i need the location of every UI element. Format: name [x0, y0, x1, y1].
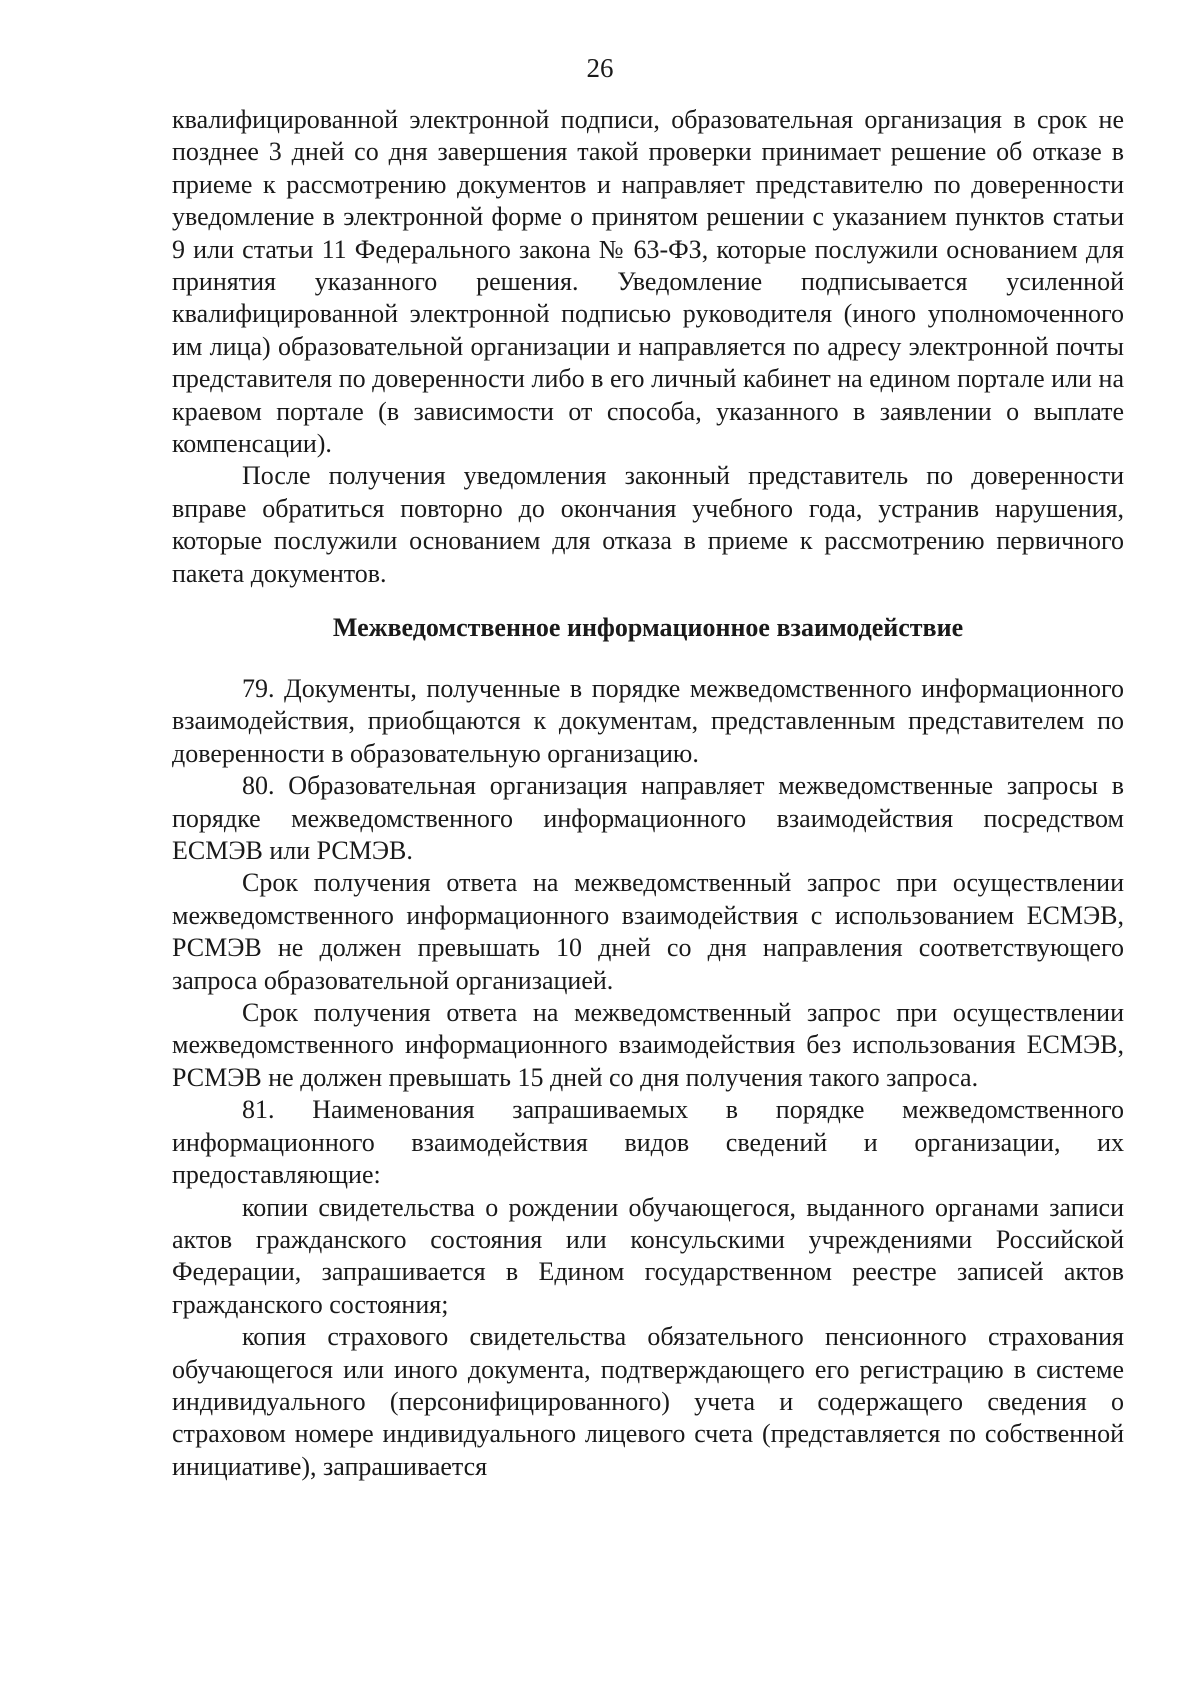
- paragraph-item-79: 79. Документы, полученные в порядке межведомственного информационного взаимодействия, приобщаются к документам, представленным представителем по доверенности в образовательную организацию.: [172, 674, 1124, 768]
- section-heading: Межведомственное информационное взаимодействие: [332, 613, 964, 642]
- paragraph-response-term-without-esmev: Срок получения ответа на межведомственный запрос при осуществлении межведомственного информационного взаимодействия без использования ЕСМЭВ, РСМЭВ не должен превышать 15 дней со дня получения такого запроса.: [172, 998, 1124, 1092]
- paragraph-response-term-with-esmev: Срок получения ответа на межведомственный запрос при осуществлении межведомственного информационного взаимодействия с использованием ЕСМЭВ, РСМЭВ не должен превышать 10 дней со дня направления соответствующего запроса образовательной организацией.: [172, 868, 1124, 995]
- paragraph-repeat-application: После получения уведомления законный представитель по доверенности вправе обратиться повторно до окончания учебного года, устранив нарушения, которые послужили основанием для отказа в приеме к рассмотрению первичного пакета документов.: [172, 461, 1124, 588]
- paragraph-item-81: 81. Наименования запрашиваемых в порядке межведомственного информационного взаимодействия видов сведений и организации, их предоставляющие:: [172, 1095, 1124, 1190]
- section-interagency: [172, 673, 1124, 1483]
- paragraph-insurance-certificate: копия страхового свидетельства обязательного пенсионного страхования обучающегося или иного документа, подтверждающего его регистрацию в системе индивидуального (персонифицированного) учета и содержащего сведения о страховом номере индивидуального лицевого счета (представляется по собственной инициативе), запрашивается: [172, 1322, 1124, 1481]
- paragraph-birth-certificate: копии свидетельства о рождении обучающегося, выданного органами записи актов гражданского состояния или консульскими учреждениями Российской Федерации, запрашивается в Едином государственном реестре записей актов гражданского состояния;: [172, 1192, 1124, 1319]
- page-number: 26: [586, 53, 614, 83]
- section-continuation: [172, 104, 1124, 590]
- paragraph-notification: квалифицированной электронной подписи, образовательная организация в срок не позднее 3 дней со дня завершения такой проверки принимает решение об отказе в приеме к рассмотрению документов и направляет представителю по доверенности уведомление в электронной форме о принятом решении с указанием пунктов статьи 9 или статьи 11 Федерального закона № 63-ФЗ, которые послужили основанием для принятия указанного решения. Уведомление подписывается усиленной квалифицированной электронной подписью руководителя (иного уполномоченного им лица) образовательной организации и направляется по адресу электронной почты представителя по доверенности либо в его личный кабинет на едином портале или на краевом портале (в зависимости от способа, указанного в заявлении о выплате компенсации).: [172, 105, 1124, 459]
- paragraph-item-80: 80. Образовательная организация направляет межведомственные запросы в порядке межведомственного информационного взаимодействия посредством ЕСМЭВ или РСМЭВ.: [172, 771, 1124, 866]
